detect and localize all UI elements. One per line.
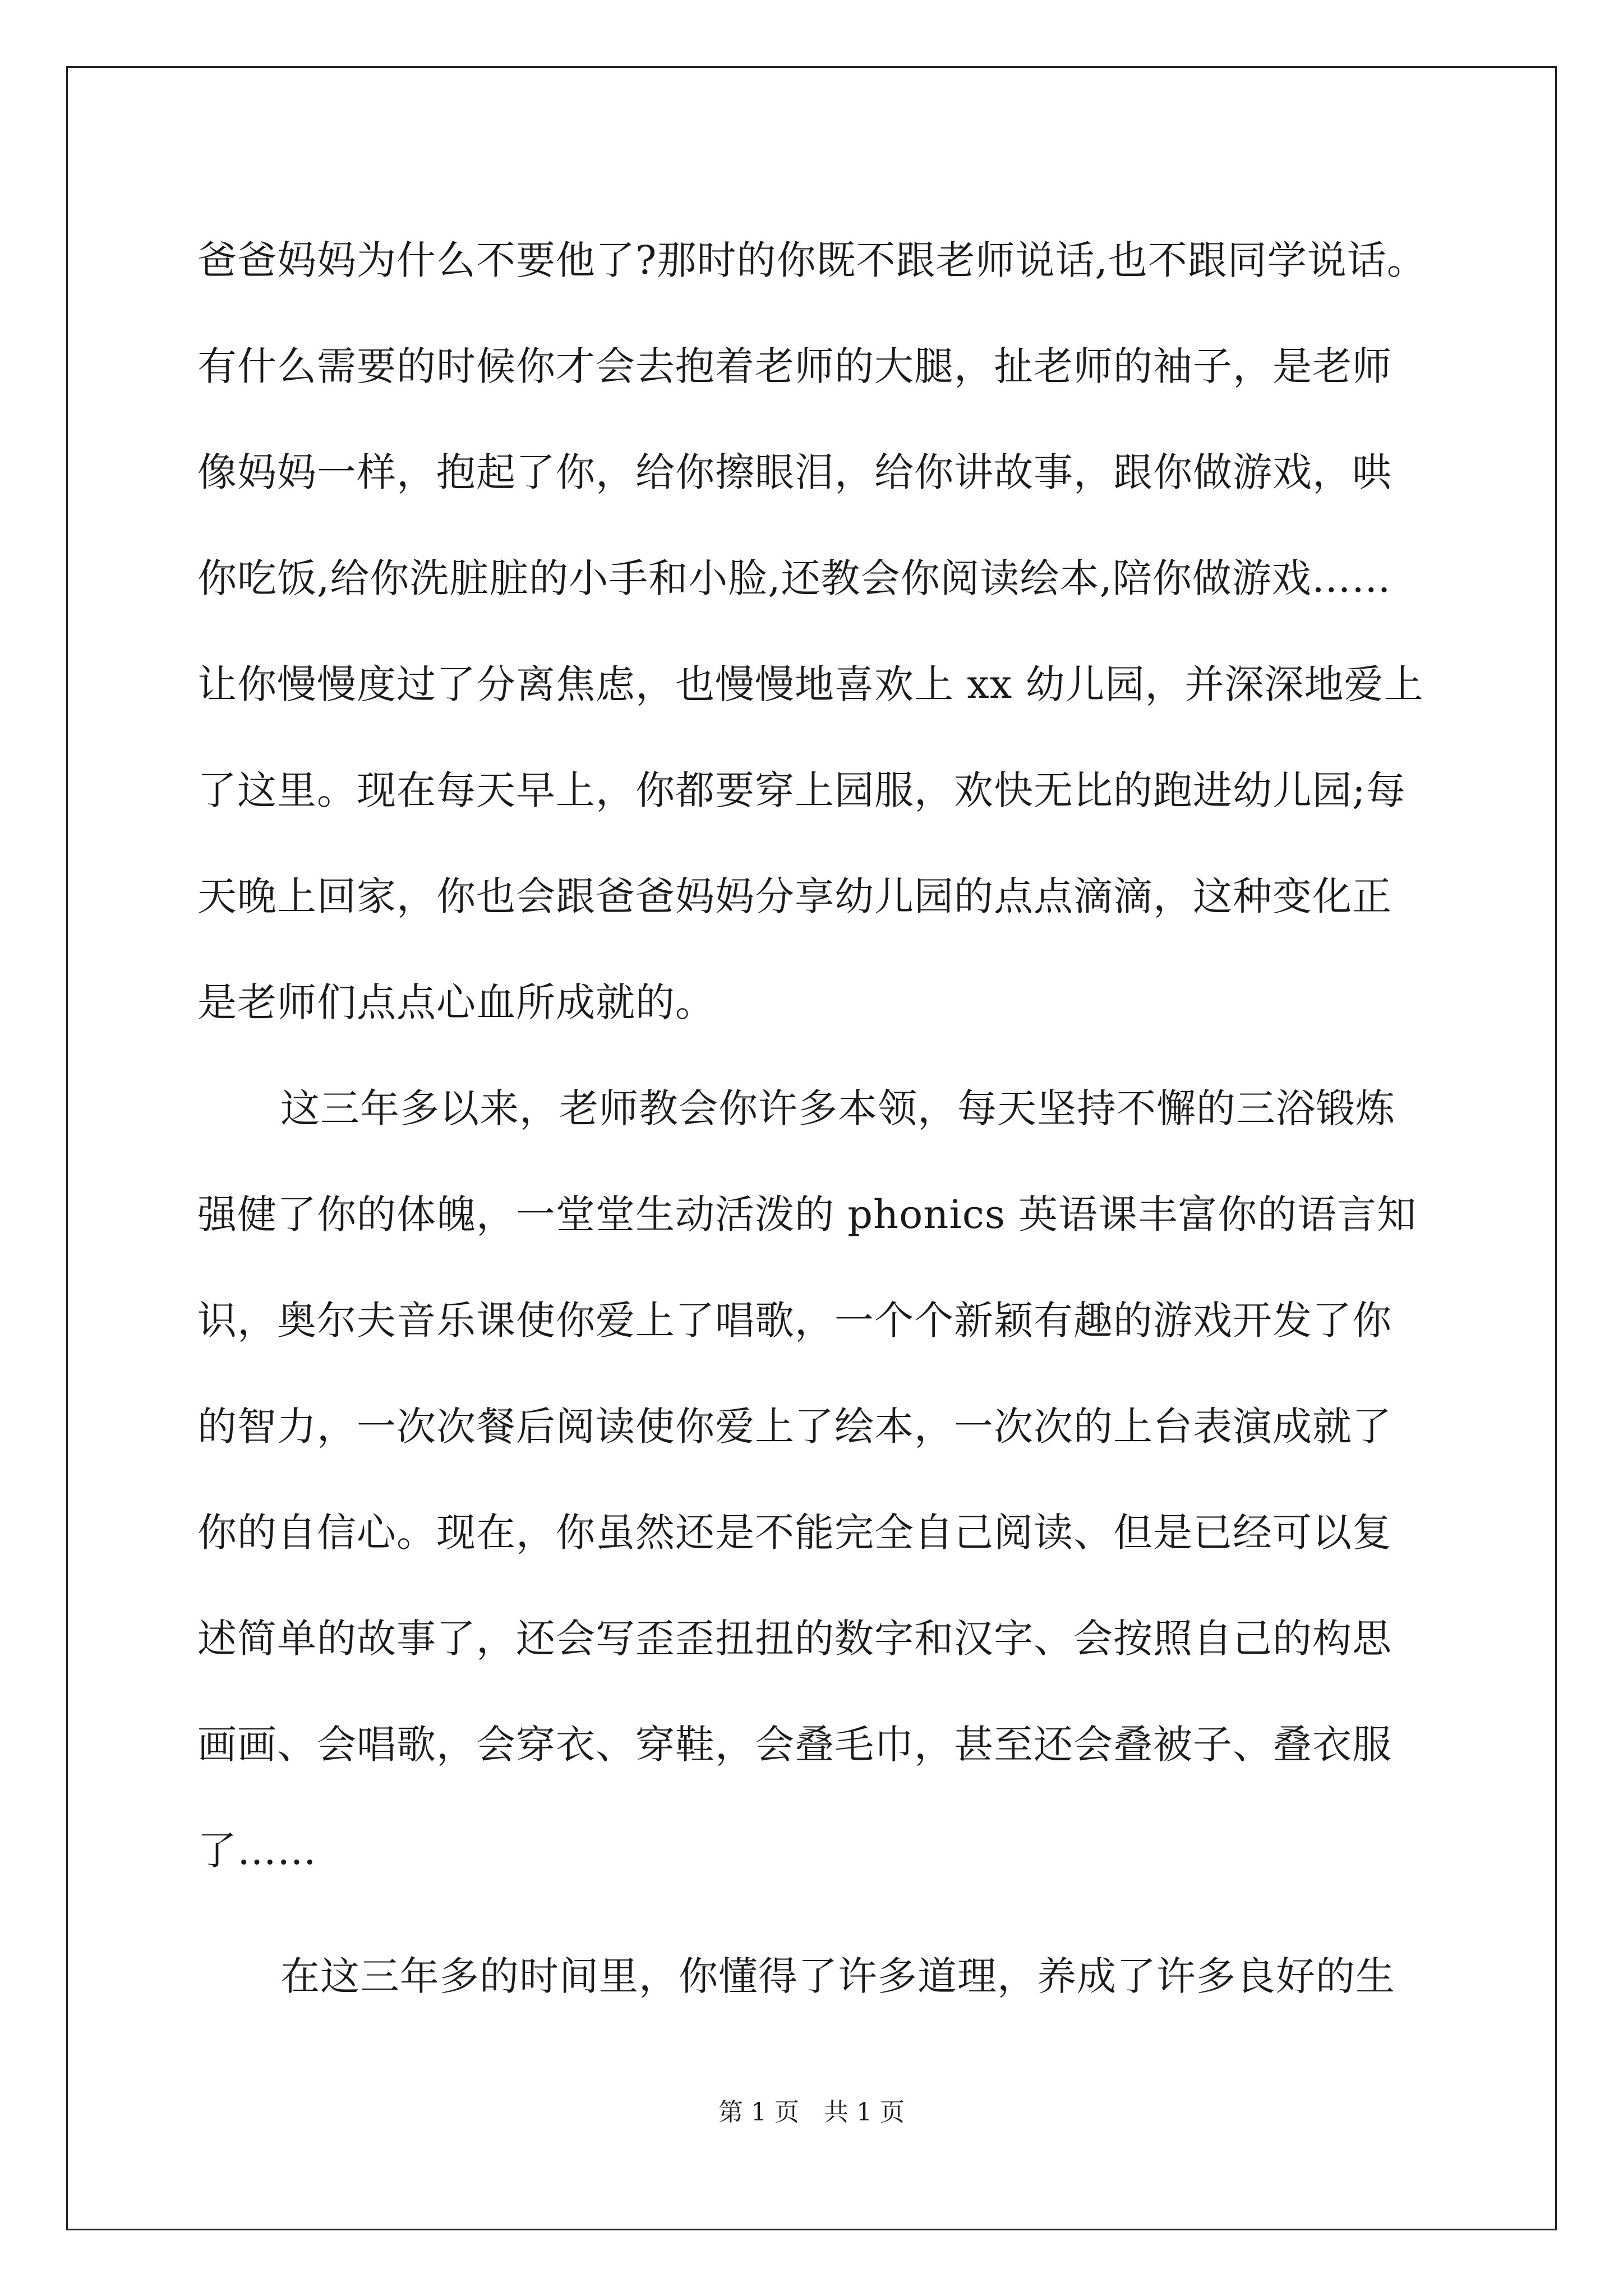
text-line: 的智力，一次次餐后阅读使你爱上了绘本，一次次的上台表演成就了	[197, 1404, 1392, 1450]
page-total: 共 1 页	[824, 2098, 905, 2127]
text-line: 在这三年多的时间里，你懂得了许多道理，养成了许多良好的生	[280, 1953, 1395, 1999]
text-line: 这三年多以来，老师教会你许多本领，每天坚持不懈的三浴锻炼	[280, 1085, 1395, 1131]
text-line: 强健了你的体魄，一堂堂生动活泼的 phonics 英语课丰富你的语言知	[197, 1191, 1417, 1237]
text-line: 你的自信心。现在，你虽然还是不能完全自己阅读、但是已经可以复	[197, 1510, 1392, 1556]
document-body	[197, 208, 1437, 2030]
paragraph	[197, 1904, 1437, 2030]
text-line: 你吃饭,给你洗脏脏的小手和小脸,还教会你阅读绘本,陪你做游戏……	[197, 555, 1391, 601]
text-line: 天晚上回家，你也会跟爸爸妈妈分享幼儿园的点点滴滴，这种变化正	[197, 873, 1392, 919]
text-line: 了……	[197, 1828, 317, 1874]
text-line: 像妈妈一样，抱起了你，给你擦眼泪，给你讲故事，跟你做游戏，哄	[197, 449, 1392, 495]
text-line: 画画、会唱歌，会穿衣、穿鞋，会叠毛巾，甚至还会叠被子、叠衣服	[197, 1722, 1392, 1768]
text-line: 识，奥尔夫音乐课使你爱上了唱歌，一个个新颖有趣的游戏开发了你	[197, 1297, 1392, 1343]
text-line: 是老师们点点心血所成就的。	[197, 979, 715, 1025]
text-line: 爸爸妈妈为什么不要他了?那时的你既不跟老师说话,也不跟同学说话。	[197, 237, 1427, 283]
paragraph	[197, 208, 1437, 1056]
text-line: 了这里。现在每天早上，你都要穿上园服，欢快无比的跑进幼儿园;每	[197, 767, 1406, 813]
text-line: 述简单的故事了，还会写歪歪扭扭的数字和汉字、会按照自己的构思	[197, 1616, 1392, 1662]
text-line: 有什么需要的时候你才会去抱着老师的大腿，扯老师的袖子，是老师	[197, 343, 1392, 389]
page-footer	[0, 2096, 1623, 2129]
paragraph	[197, 1056, 1437, 1904]
text-line: 让你慢慢度过了分离焦虑，也慢慢地喜欢上 xx 幼儿园，并深深地爱上	[197, 661, 1424, 707]
page-number: 第 1 页	[718, 2098, 799, 2127]
